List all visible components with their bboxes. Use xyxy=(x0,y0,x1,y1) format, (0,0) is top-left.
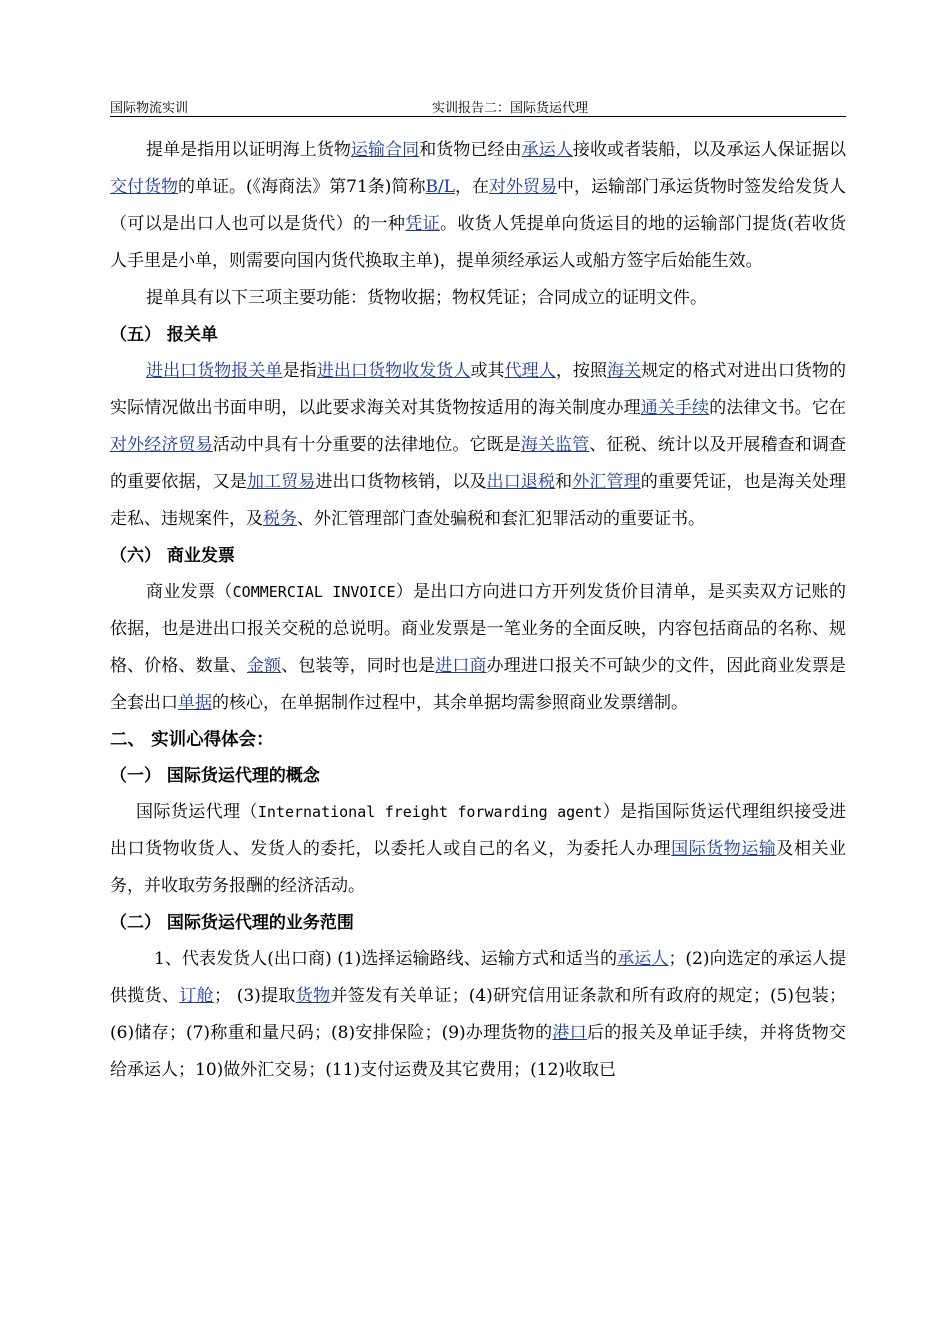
text: 。收货人凭提单向货运目的地的运输部门提货(若收货人手里是小单，则需要向国内货代换取主单)，提单须经承运人或船方签字后始能生效。 xyxy=(110,214,846,271)
text: ，按照 xyxy=(555,361,608,381)
text: 后的报关及单证手续，并将货物交给承运人；10)做外汇交易；(11)支付运费及其它费用；(12)收取已 xyxy=(110,1023,847,1080)
page-header xyxy=(110,96,846,117)
text: 和 xyxy=(555,472,573,492)
link-booking[interactable]: 订舱 xyxy=(179,986,214,1006)
text: 和货物已经由 xyxy=(419,140,522,160)
link-consignor-consignee[interactable]: 进出口货物收发货人 xyxy=(316,361,471,381)
text-english: COMMERCIAL INVOICE xyxy=(232,583,396,601)
link-customs[interactable]: 海关 xyxy=(607,361,642,381)
text: 及相关业务，并收取劳务报酬的经济活动。 xyxy=(110,839,847,896)
link-forex-management[interactable]: 外汇管理 xyxy=(572,472,641,492)
heading-training-experience: 二、 实训心得体会： xyxy=(110,730,274,750)
text: 国际货运代理（ xyxy=(136,802,258,822)
header-center: 实训报告二：国际货运代理 xyxy=(432,101,589,116)
link-carrier[interactable]: 承运人 xyxy=(521,140,573,160)
text: ，在 xyxy=(454,177,489,197)
link-transport-contract[interactable]: 运输合同 xyxy=(350,140,420,160)
text: 、包装等，同时也是 xyxy=(281,656,436,676)
text: 进出口货物核销，以及 xyxy=(315,472,487,492)
paragraph-business-scope xyxy=(110,941,846,1089)
link-deliver-goods[interactable]: 交付货物 xyxy=(110,177,179,197)
link-agent[interactable]: 代理人 xyxy=(504,361,556,381)
text: 规定的格式对进出口货物的实际情况做出书面申明，以此要求海关对其货物按适用的海关制度办理 xyxy=(110,361,847,418)
link-customs-supervision[interactable]: 海关监管 xyxy=(520,435,590,455)
link-carrier-2[interactable]: 承运人 xyxy=(617,949,669,969)
link-documents[interactable]: 单据 xyxy=(178,693,212,713)
link-port[interactable]: 港口 xyxy=(552,1023,587,1043)
link-amount[interactable]: 金额 xyxy=(246,656,282,676)
text: 的单证。(《海商法》第71条)简称 xyxy=(178,177,426,197)
link-international-transport[interactable]: 国际货物运输 xyxy=(671,839,777,859)
link-foreign-economic-trade[interactable]: 对外经济贸易 xyxy=(110,435,213,455)
text: 接收或者装船，以及承运人保证据以 xyxy=(572,140,847,160)
text: 中，运输部门承运货物时签发给发货人（可以是出口人也可以是货代）的一种 xyxy=(110,177,847,234)
text: 办理进口报关不可缺少的文件，因此商业发票是全套出口 xyxy=(110,656,847,713)
text: 并签发有关单证；(4)研究信用证条款和所有政府的规定；(5)包装；(6)储存；(7)称重和量尺码；(8)安排保险；(9)办理货物的 xyxy=(110,986,847,1043)
text: 商业发票（ xyxy=(146,582,233,602)
document-body xyxy=(110,132,846,1089)
text: 的重要凭证，也是海关处理走私、违规案件，及 xyxy=(110,472,847,529)
paragraph-bl-functions: 提单具有以下三项主要功能：货物收据；物权凭证；合同成立的证明文件。 xyxy=(146,288,707,308)
link-export-rebate[interactable]: 出口退税 xyxy=(486,472,556,492)
text: ；(2)向选定的承运人提供揽货、 xyxy=(110,949,846,1006)
link-clearance[interactable]: 通关手续 xyxy=(640,398,710,418)
text: ； (3)提取 xyxy=(213,986,296,1006)
text: 的核心，在单据制作过程中，其余单据均需参照商业发票缮制。 xyxy=(212,693,688,713)
heading-business-scope: （二） 国际货运代理的业务范围 xyxy=(110,913,354,933)
link-bl[interactable]: B/L xyxy=(425,177,455,197)
link-foreign-trade[interactable]: 对外贸易 xyxy=(488,177,557,197)
text: 、征税、统计以及开展稽查和调查的重要依据，又是 xyxy=(110,435,847,492)
paragraph-forwarding-concept xyxy=(110,794,846,905)
text: 或其 xyxy=(470,361,505,381)
heading-commercial-invoice: （六） 商业发票 xyxy=(110,546,235,566)
link-voucher[interactable]: 凭证 xyxy=(405,214,440,234)
text: 1、代表发货人(出口商) (1)选择运输路线、运输方式和适当的 xyxy=(154,949,618,969)
text: 的法律文书。它在 xyxy=(709,398,847,418)
link-goods[interactable]: 货物 xyxy=(295,986,331,1006)
link-processing-trade[interactable]: 加工贸易 xyxy=(246,472,316,492)
heading-customs-declaration: （五） 报关单 xyxy=(110,325,218,345)
header-left: 国际物流实训 xyxy=(110,101,189,116)
link-taxation[interactable]: 税务 xyxy=(263,509,297,529)
paragraph-commercial-invoice xyxy=(110,574,846,722)
link-importer[interactable]: 进口商 xyxy=(435,656,487,676)
paragraph-customs-declaration xyxy=(110,353,846,538)
paragraph-bill-of-lading xyxy=(110,132,846,280)
heading-forwarding-concept: （一） 国际货运代理的概念 xyxy=(110,766,320,786)
text: ）是出口方向进口方开列发货价目清单，是买卖双方记账的依据，也是进出口报关交税的总说明。商业发票是一笔业务的全面反映，内容包括商品的名称、规格、价格、数量、 xyxy=(110,582,847,676)
link-customs-declaration[interactable]: 进出口货物报关单 xyxy=(146,361,283,381)
text: 活动中具有十分重要的法律地位。它既是 xyxy=(212,435,521,455)
text: 提单是指用以证明海上货物 xyxy=(146,140,351,160)
text: 、外汇管理部门查处骗税和套汇犯罪活动的重要证书。 xyxy=(297,509,705,529)
text-english: International freight forwarding agent xyxy=(257,803,603,821)
text: 是指 xyxy=(282,361,317,381)
text: ）是指国际货运代理组织接受进出口货物收货人、发货人的委托，以委托人或自己的名义，为委托人办理 xyxy=(110,802,847,859)
